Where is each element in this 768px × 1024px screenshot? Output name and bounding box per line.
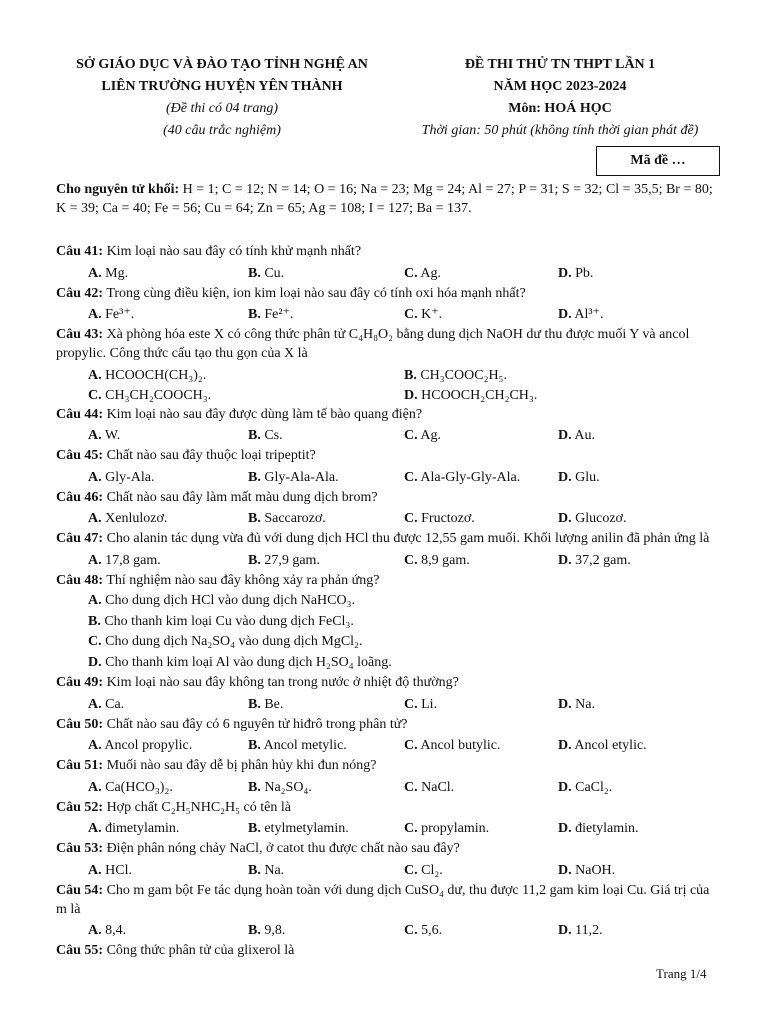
options-row xyxy=(88,777,720,798)
department-name: SỞ GIÁO DỤC VÀ ĐÀO TẠO TỈNH NGHỆ AN xyxy=(76,57,368,72)
option-letter: B. xyxy=(248,923,261,938)
question-text: Muối nào sau đây dễ bị phân hủy khi đun nóng? xyxy=(106,758,377,773)
options-row xyxy=(88,550,720,571)
option-a[interactable] xyxy=(88,818,179,839)
question-text: Chất nào sau đây làm mất màu dung dịch brom? xyxy=(106,489,378,505)
option-text: Cl₂. xyxy=(421,862,443,878)
option-b[interactable] xyxy=(248,694,283,715)
option-letter: C. xyxy=(404,821,418,836)
question-54 xyxy=(56,881,720,919)
option-text: Ala-Gly-Gly-Ala. xyxy=(420,469,521,485)
option-letter: D. xyxy=(558,511,572,526)
question-number: Câu 55: xyxy=(56,943,104,958)
option-letter: A. xyxy=(88,552,102,568)
option-text: Cho dung dịch Na₂SO₄ vào dung dịch MgCl₂. xyxy=(105,634,363,649)
school-year: NĂM HỌC 2023-2024 xyxy=(493,79,627,94)
question-text: Hợp chất C₂H₅NHC₂H₅ có tên là xyxy=(106,799,291,815)
option-letter: A. xyxy=(88,593,102,608)
option-text: Ancol butylic. xyxy=(420,738,501,753)
option-a[interactable] xyxy=(88,365,206,386)
question-number: Câu 48: xyxy=(56,572,104,588)
question-text: Cho m gam bột Fe tác dụng hoàn toàn với dung dịch CuSO₄ dư, thu được 11,2 gam kim loại Cu. Giá trị của m là xyxy=(56,882,710,917)
option-letter: D. xyxy=(558,265,572,281)
option-a[interactable] xyxy=(88,777,173,798)
option-a[interactable] xyxy=(88,263,128,284)
option-d[interactable] xyxy=(558,694,595,715)
question-text: Điện phân nóng chảy NaCl, ở catot thu được chất nào sau đây? xyxy=(106,841,460,856)
option-d[interactable] xyxy=(558,777,612,798)
option-d[interactable] xyxy=(558,425,595,446)
option-text: Cho thanh kim loại Al vào dung dịch H₂SO₄ loãng. xyxy=(105,654,392,670)
option-text: 27,9 gam. xyxy=(264,552,320,568)
question-46 xyxy=(56,488,720,507)
option-letter: B. xyxy=(248,552,261,568)
option-c[interactable] xyxy=(404,425,441,446)
option-a[interactable] xyxy=(88,425,120,446)
question-number: Câu 46: xyxy=(56,489,104,505)
question-text: Kim loại nào sau đây được dùng làm tế bào quang điện? xyxy=(106,406,423,422)
option-text: etylmetylamin. xyxy=(264,821,349,836)
option-letter: B. xyxy=(404,367,417,383)
option-letter: B. xyxy=(248,738,261,753)
option-text: HCOOCH(CH₃)₂. xyxy=(105,367,207,383)
question-49 xyxy=(56,673,720,692)
options-row xyxy=(88,467,720,488)
option-text: Ca. xyxy=(105,696,125,712)
option-text: Fructozơ. xyxy=(421,511,475,526)
option-letter: B. xyxy=(248,265,261,281)
time-limit: Thời gian: 50 phút (không tính thời gian phát đề) xyxy=(421,123,699,138)
option-text: Gly-Ala-Ala. xyxy=(264,469,339,485)
option-letter: C. xyxy=(404,923,418,938)
option-text: Cho thanh kim loại Cu vào dung dịch FeCl₃. xyxy=(104,613,354,629)
option-text: NaCl. xyxy=(421,779,455,795)
option-letter: D. xyxy=(88,654,102,670)
option-text: W. xyxy=(104,428,121,443)
option-letter: D. xyxy=(558,696,572,712)
option-a[interactable] xyxy=(88,593,355,608)
option-a[interactable] xyxy=(88,550,161,571)
question-number: Câu 54: xyxy=(56,882,104,898)
option-a[interactable] xyxy=(88,694,124,715)
option-text: HCOOCH₂CH₂CH₃. xyxy=(421,387,538,403)
option-letter: A. xyxy=(88,696,102,712)
option-text: Fe³⁺. xyxy=(105,307,135,322)
options-row xyxy=(88,694,720,715)
option-letter: B. xyxy=(248,696,261,712)
option-letter: A. xyxy=(88,265,102,281)
option-letter: A. xyxy=(88,307,102,322)
question-number: Câu 47: xyxy=(56,531,104,546)
options-row xyxy=(88,263,720,284)
option-letter: D. xyxy=(558,923,572,938)
option-text: Na. xyxy=(264,862,285,878)
question-number: Câu 42: xyxy=(56,285,104,301)
question-50 xyxy=(56,715,720,734)
option-c[interactable] xyxy=(404,735,500,756)
option-letter: D. xyxy=(558,779,572,795)
option-b[interactable] xyxy=(248,777,312,798)
option-letter: A. xyxy=(88,367,102,383)
option-letter: A. xyxy=(88,862,102,878)
option-d[interactable] xyxy=(558,304,603,325)
question-48 xyxy=(56,571,720,590)
option-text: 37,2 gam. xyxy=(575,552,631,568)
subject: Môn: HOÁ HỌC xyxy=(508,101,612,116)
question-42 xyxy=(56,284,720,303)
option-text: Xenlulozơ. xyxy=(105,511,168,526)
question-text: Cho alanin tác dụng vừa đủ với dung dịch HCl thu được 12,55 gam muối. Khối lượng anilin đã phản ứng là xyxy=(106,531,710,546)
question-text: Chất nào sau đây có 6 nguyên tử hiđrô trong phân tử? xyxy=(106,716,408,732)
option-text: Ancol metylic. xyxy=(263,738,347,753)
option-text: 8,4. xyxy=(105,923,127,938)
options-row xyxy=(88,365,720,385)
question-number: Câu 49: xyxy=(56,675,104,690)
option-d[interactable] xyxy=(558,735,647,756)
option-letter: C. xyxy=(404,511,418,526)
option-letter: B. xyxy=(248,821,261,836)
atomic-masses-text: H = 1; C = 12; N = 14; O = 16; Na = 23; Mg = 24; Al = 27; P = 31; S = 32; Cl = 35,5; Br = 80; K = 39; Ca = 40; Fe = 56; Cu = 64; Zn = 65; Ag = 108; I = 127; Ba = 137. xyxy=(56,182,713,216)
option-b[interactable] xyxy=(248,735,347,756)
option-letter: B. xyxy=(88,613,101,629)
options-row xyxy=(88,508,720,529)
option-text: 11,2. xyxy=(575,923,603,938)
option-b[interactable] xyxy=(248,467,339,488)
options-row xyxy=(88,860,720,881)
option-text: Cu. xyxy=(264,265,285,281)
option-letter: D. xyxy=(558,821,572,836)
question-number: Câu 43: xyxy=(56,327,104,342)
option-letter: D. xyxy=(558,862,572,878)
option-d[interactable] xyxy=(558,508,626,529)
option-c[interactable] xyxy=(404,508,475,529)
exam-title: ĐỀ THI THỬ TN THPT LẦN 1 xyxy=(464,57,656,72)
option-d[interactable] xyxy=(404,385,537,406)
question-number: Câu 41: xyxy=(56,244,104,259)
option-text: Al³⁺. xyxy=(574,307,604,322)
question-number: Câu 53: xyxy=(56,841,104,856)
option-letter: D. xyxy=(558,738,572,753)
option-b[interactable] xyxy=(404,365,507,386)
option-text: 8,9 gam. xyxy=(421,552,470,568)
option-letter: C. xyxy=(404,738,418,753)
option-letter: C. xyxy=(404,469,418,485)
option-b[interactable] xyxy=(248,860,284,881)
option-letter: C. xyxy=(404,552,418,568)
question-number: Câu 44: xyxy=(56,406,104,422)
option-c[interactable] xyxy=(404,920,442,941)
options-row xyxy=(88,920,720,941)
question-47 xyxy=(56,529,720,548)
option-letter: D. xyxy=(558,307,572,322)
question-list xyxy=(56,242,720,962)
question-count-note: (40 câu trắc nghiệm) xyxy=(163,123,281,138)
option-text: propylamin. xyxy=(421,821,490,836)
question-text: Chất nào sau đây thuộc loại tripeptit? xyxy=(106,448,316,463)
option-letter: D. xyxy=(404,387,418,403)
options-row xyxy=(88,425,720,446)
option-letter: A. xyxy=(88,511,102,526)
option-c[interactable] xyxy=(88,385,211,406)
option-b[interactable] xyxy=(248,263,284,284)
option-b[interactable] xyxy=(248,818,349,839)
option-text: Ca(HCO₃)₂. xyxy=(105,779,173,795)
option-d[interactable] xyxy=(558,860,615,881)
option-text: CH₃COOC₂H₅. xyxy=(420,367,507,383)
options-row xyxy=(88,735,720,756)
option-text: Li. xyxy=(421,696,438,712)
question-44 xyxy=(56,405,720,424)
option-text: Be. xyxy=(264,696,284,712)
option-c[interactable] xyxy=(404,467,520,488)
question-41 xyxy=(56,242,720,261)
option-text: Glucozơ. xyxy=(575,511,627,526)
question-text: Trong cùng điều kiện, ion kim loại nào sau đây có tính oxi hóa mạnh nhất? xyxy=(106,285,526,301)
option-text: NaOH. xyxy=(575,862,616,878)
option-text: Pb. xyxy=(575,265,594,281)
question-number: Câu 51: xyxy=(56,758,104,773)
option-text: Au. xyxy=(574,428,595,443)
question-number: Câu 45: xyxy=(56,448,104,463)
question-43 xyxy=(56,325,720,363)
option-letter: C. xyxy=(404,779,418,795)
option-c[interactable] xyxy=(404,694,437,715)
option-text: 17,8 gam. xyxy=(105,552,161,568)
option-a[interactable] xyxy=(88,860,132,881)
question-52 xyxy=(56,798,720,817)
option-c[interactable] xyxy=(404,777,454,798)
option-text: Na₂SO₄. xyxy=(264,779,312,795)
option-letter: C. xyxy=(88,634,102,649)
question-text: Thí nghiệm nào sau đây không xảy ra phản ứng? xyxy=(106,572,380,588)
option-a[interactable] xyxy=(88,508,167,529)
school-name: LIÊN TRƯỜNG HUYỆN YÊN THÀNH xyxy=(101,79,343,94)
option-letter: C. xyxy=(88,387,102,403)
option-text: Ag. xyxy=(420,428,441,443)
option-text: CH₃CH₂COOCH₃. xyxy=(105,387,212,403)
question-text: Công thức phân tử của glixerol là xyxy=(106,943,295,958)
atomic-masses xyxy=(56,180,720,218)
option-text: K⁺. xyxy=(421,307,443,322)
question-text: Kim loại nào sau đây không tan trong nước ở nhiệt độ thường? xyxy=(106,675,459,690)
options-row xyxy=(88,591,720,612)
option-text: Gly-Ala. xyxy=(105,469,155,485)
option-text: 9,8. xyxy=(264,923,286,938)
option-b[interactable] xyxy=(88,614,354,629)
option-letter: C. xyxy=(404,265,418,281)
option-d[interactable] xyxy=(558,467,600,488)
options-row xyxy=(88,304,720,325)
option-letter: B. xyxy=(248,779,261,795)
options-row xyxy=(88,385,720,405)
option-text: đietylamin. xyxy=(575,821,639,836)
option-a[interactable] xyxy=(88,920,126,941)
option-text: Ancol etylic. xyxy=(574,738,647,753)
option-d[interactable] xyxy=(558,263,593,284)
option-letter: A. xyxy=(88,923,102,938)
option-letter: C. xyxy=(404,428,418,443)
option-letter: D. xyxy=(558,428,572,443)
option-letter: A. xyxy=(88,469,102,485)
exam-code-box: Mã đề … xyxy=(596,146,720,176)
option-text: Ag. xyxy=(420,265,441,281)
option-text: Na. xyxy=(575,696,595,712)
question-number: Câu 50: xyxy=(56,716,104,732)
option-text: Mg. xyxy=(105,265,129,281)
page-number: Trang 1/4 xyxy=(656,966,707,981)
option-c[interactable] xyxy=(88,634,362,649)
option-a[interactable] xyxy=(88,735,192,756)
option-letter: C. xyxy=(404,696,418,712)
option-letter: B. xyxy=(248,469,261,485)
question-45 xyxy=(56,446,720,465)
option-text: 5,6. xyxy=(421,923,443,938)
question-55 xyxy=(56,941,720,960)
option-text: Cho dung dịch HCl vào dung dịch NaHCO₃. xyxy=(105,593,355,608)
options-row xyxy=(88,818,720,839)
page-count-note: (Đề thi có 04 trang) xyxy=(166,101,278,116)
question-text: Kim loại nào sau đây có tính khử mạnh nhất? xyxy=(106,244,362,259)
question-text: Xà phòng hóa este X có công thức phân tử C₄H₈O₂ bằng dung dịch NaOH dư thu được muối Y và ancol propylic. Công thức cấu tạo thu gọn của X là xyxy=(56,327,690,361)
option-letter: D. xyxy=(558,552,572,568)
option-letter: A. xyxy=(88,779,102,795)
atomic-masses-label: Cho nguyên tử khối: xyxy=(56,182,180,197)
option-letter: A. xyxy=(88,738,102,753)
option-c[interactable] xyxy=(404,818,489,839)
option-letter: A. xyxy=(88,428,102,443)
options-row xyxy=(88,632,720,653)
option-b[interactable] xyxy=(248,508,326,529)
option-text: đimetylamin. xyxy=(105,821,180,836)
option-text: CaCl₂. xyxy=(575,779,613,795)
option-text: Ancol propylic. xyxy=(104,738,193,753)
option-letter: A. xyxy=(88,821,102,836)
option-d[interactable] xyxy=(88,655,392,670)
option-text: Fe²⁺. xyxy=(264,307,294,322)
option-b[interactable] xyxy=(248,304,293,325)
option-text: HCl. xyxy=(105,862,132,878)
option-text: Glu. xyxy=(575,469,600,485)
option-letter: B. xyxy=(248,428,261,443)
header-right xyxy=(400,54,720,142)
header-left xyxy=(52,54,392,142)
options-row xyxy=(88,653,720,674)
option-b[interactable] xyxy=(248,920,285,941)
option-b[interactable] xyxy=(248,550,320,571)
option-c[interactable] xyxy=(404,550,470,571)
option-c[interactable] xyxy=(404,263,441,284)
option-c[interactable] xyxy=(404,304,442,325)
option-d[interactable] xyxy=(558,818,639,839)
question-53 xyxy=(56,839,720,858)
option-d[interactable] xyxy=(558,920,603,941)
question-51 xyxy=(56,756,720,775)
option-a[interactable] xyxy=(88,304,134,325)
question-number: Câu 52: xyxy=(56,799,104,815)
option-b[interactable] xyxy=(248,425,283,446)
option-a[interactable] xyxy=(88,467,155,488)
option-c[interactable] xyxy=(404,860,443,881)
option-letter: D. xyxy=(558,469,572,485)
option-text: Saccarozơ. xyxy=(264,511,326,526)
option-d[interactable] xyxy=(558,550,631,571)
option-letter: C. xyxy=(404,307,418,322)
option-text: Cs. xyxy=(264,428,283,443)
option-letter: B. xyxy=(248,511,261,526)
option-letter: B. xyxy=(248,307,261,322)
option-letter: B. xyxy=(248,862,261,878)
option-letter: C. xyxy=(404,862,418,878)
options-row xyxy=(88,612,720,633)
